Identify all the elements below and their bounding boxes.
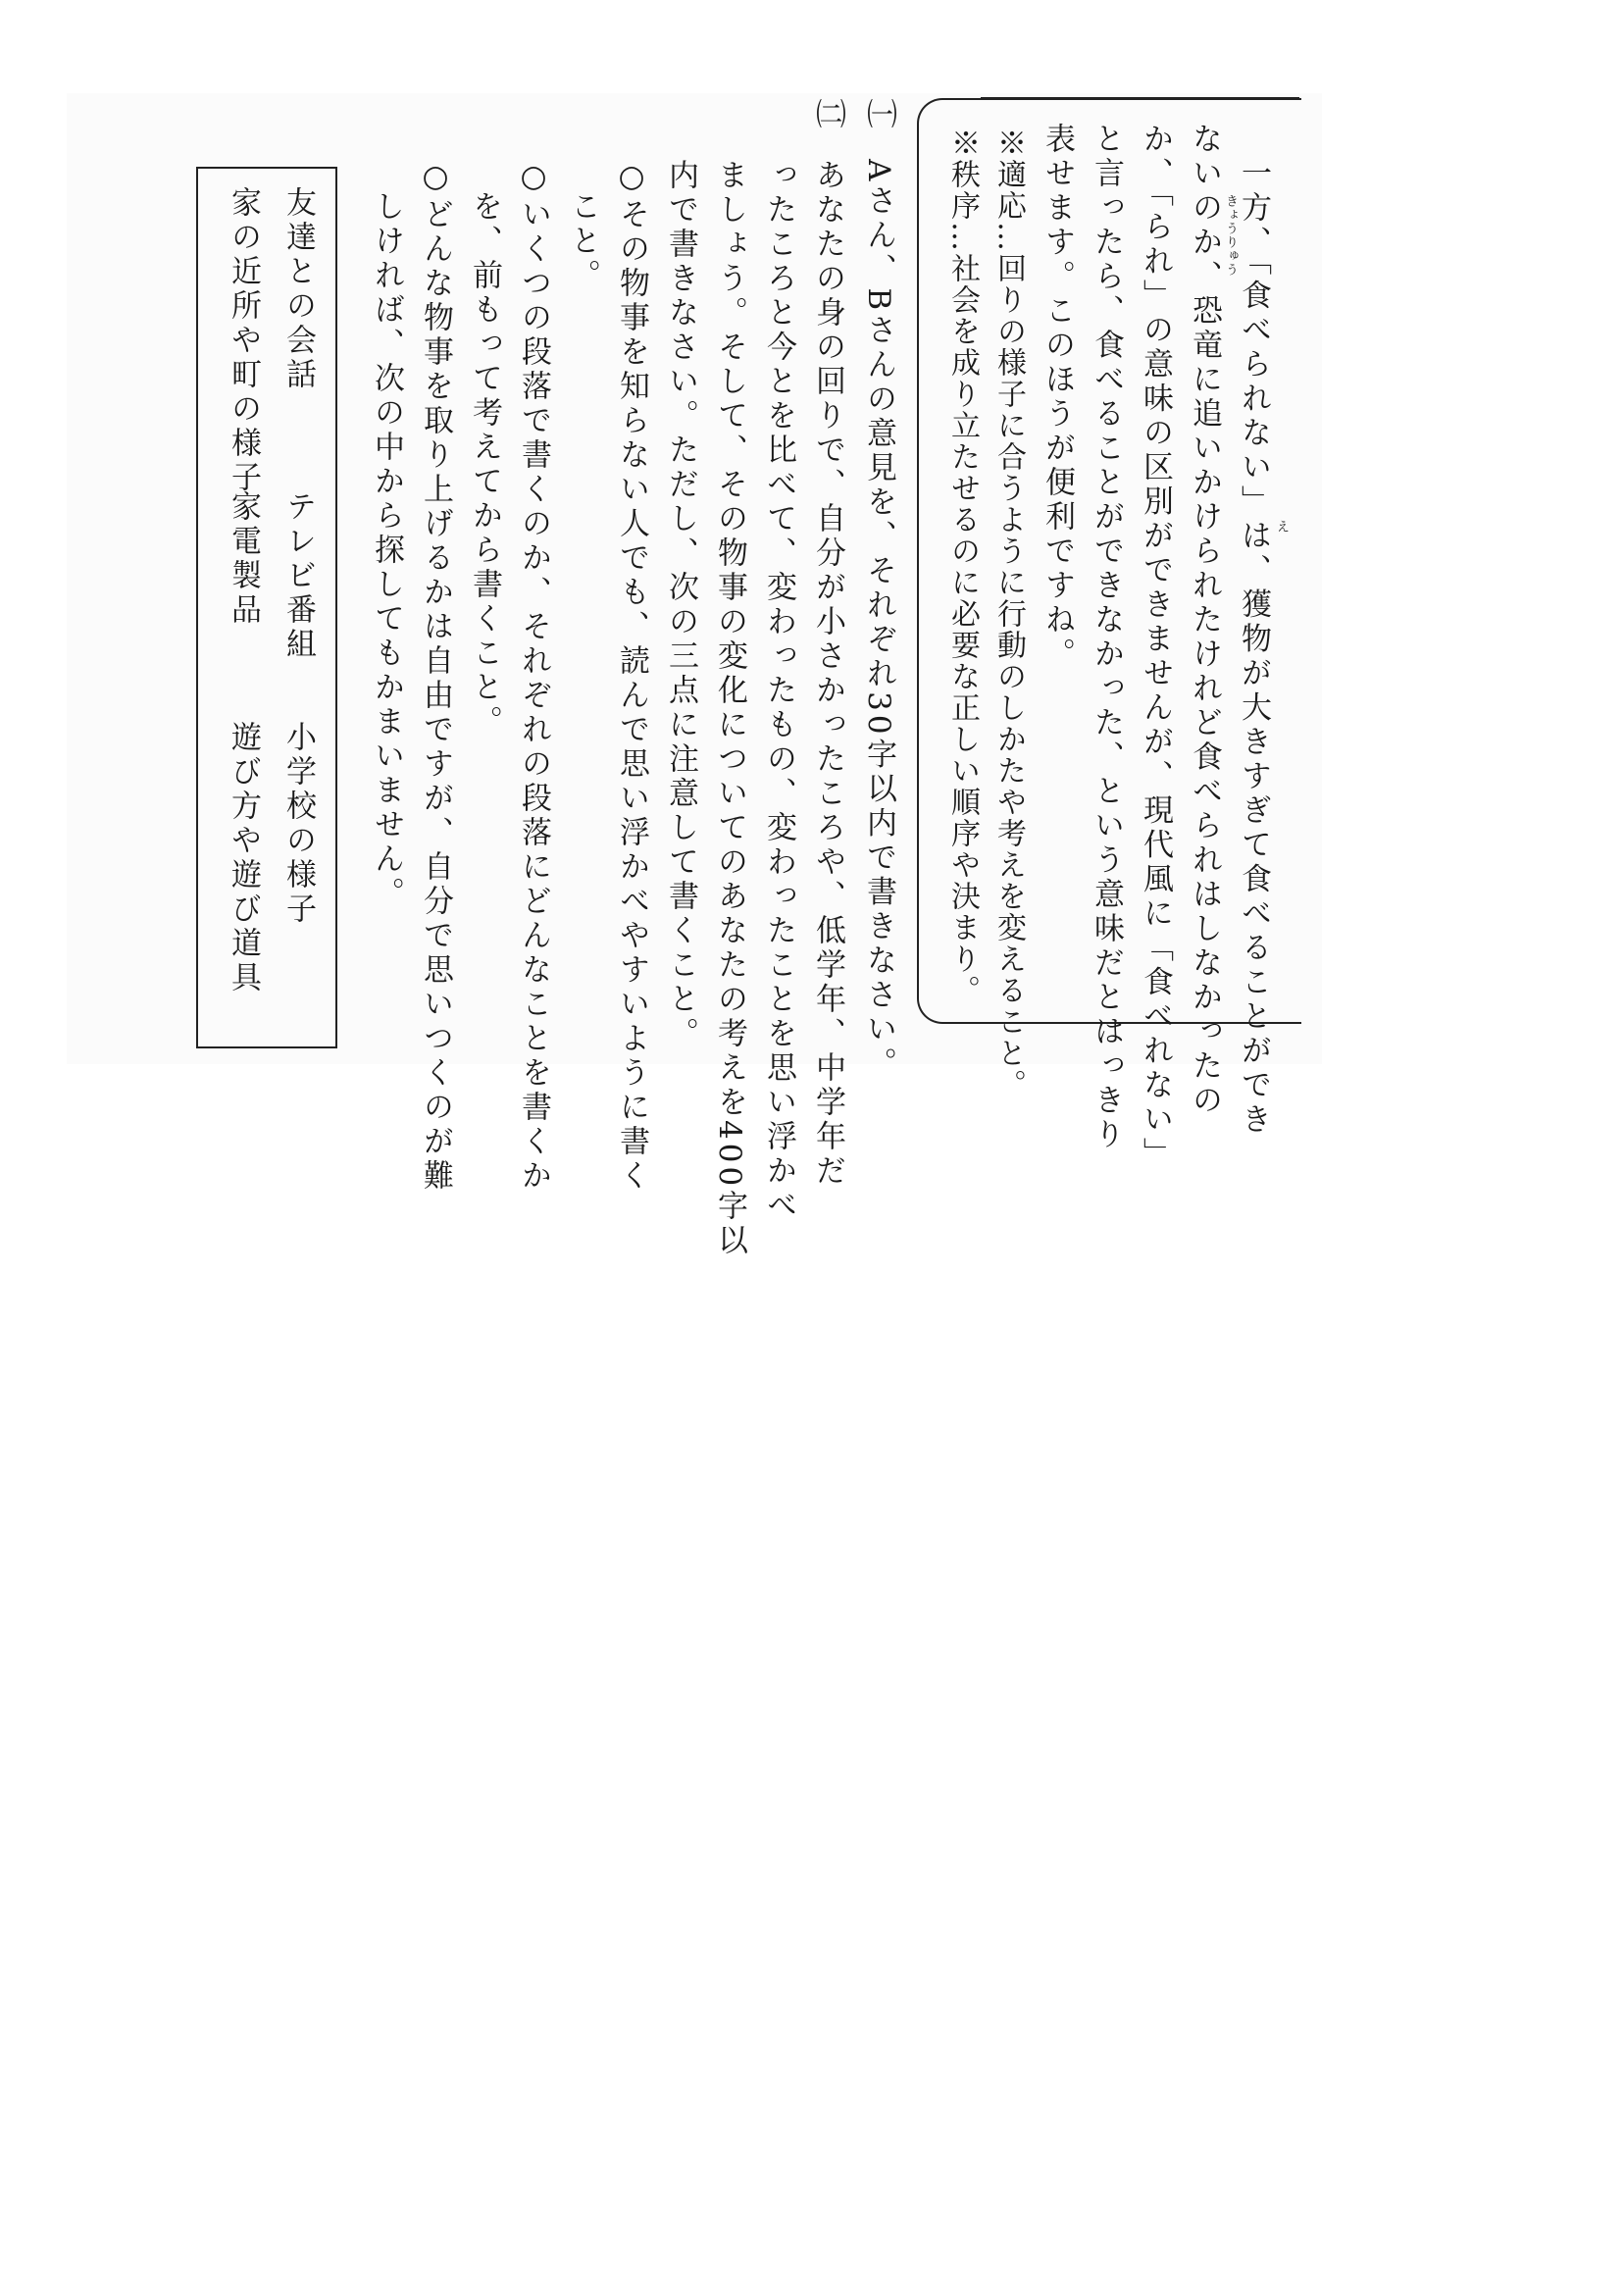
genre-tv-programs: テレビ番組 [280, 490, 316, 662]
q1-text: Aさん、Bさんの意見を、それぞれ30字以内で書きなさい。 [861, 159, 896, 1082]
note-chitsujo: ※秩序…社会を成り立たせるのに必要な正しい順序や決まり。 [945, 127, 980, 1006]
genre-play-tools: 遊び方や遊び道具 [226, 721, 261, 995]
q2-line-4: 内で書きなさい。ただし、次の三点に注意して書くこと。 [663, 159, 698, 1051]
note-tekiou: ※適応…回りの様子に合うように行動のしかたや考えを変えること。 [991, 127, 1026, 1100]
q2-marker: ㈡ [810, 98, 845, 132]
top-rule [981, 97, 1299, 99]
ruby-kyouryuu: きょうりゅう [1223, 194, 1238, 277]
condition-2-cont: を、前もって考えてから書くこと。 [467, 190, 502, 739]
q1-marker: ㈠ [861, 98, 896, 132]
passage-line-3: か、「られ」の意味の区別ができませんが、現代風に「食べれない」 [1138, 123, 1173, 1172]
genre-neighborhood: 家の近所や町の様子 [226, 186, 261, 495]
genre-elementary-school: 小学校の様子 [280, 721, 316, 927]
genre-box [196, 167, 337, 1048]
passage-line-5: 表せます。このほうが便利ですね。 [1040, 123, 1075, 672]
condition-3: ○どんな物事を取り上げるかは自由ですが、自分で思いつくのが難 [418, 159, 453, 1194]
passage-line-2: ないのか、恐竜に追いかけられたけれど食べられはしなかったの [1187, 123, 1222, 1118]
genre-friends-talk: 友達との会話 [280, 186, 316, 392]
condition-1: ○その物事を知らない人でも、読んで思い浮かべやすいように書く [614, 159, 649, 1194]
ruby-e: え [1274, 520, 1289, 534]
condition-1-cont: こと。 [565, 190, 600, 293]
genre-appliances: 家電製品 [226, 490, 261, 628]
condition-2: ○いくつの段落で書くのか、それぞれの段落にどんなことを書くか [516, 159, 551, 1194]
q2-line-3: ましょう。そして、その物事の変化についてのあなたの考えを400字以 [712, 159, 747, 1259]
q2-line-1: あなたの身の回りで、自分が小さかったころや、低学年、中学年だ [810, 159, 845, 1189]
passage-line-4: と言ったら、食べることができなかった、という意味だとはっきり [1089, 123, 1124, 1152]
passage-line-1: 一方、「食べられない」は、獲物が大きすぎて食べることができ [1236, 157, 1271, 1138]
condition-3-cont: しければ、次の中から探してもかまいません。 [369, 190, 404, 911]
q2-line-2: ったころと今とを比べて、変わったもの、変わったことを思い浮かべ [761, 159, 796, 1223]
